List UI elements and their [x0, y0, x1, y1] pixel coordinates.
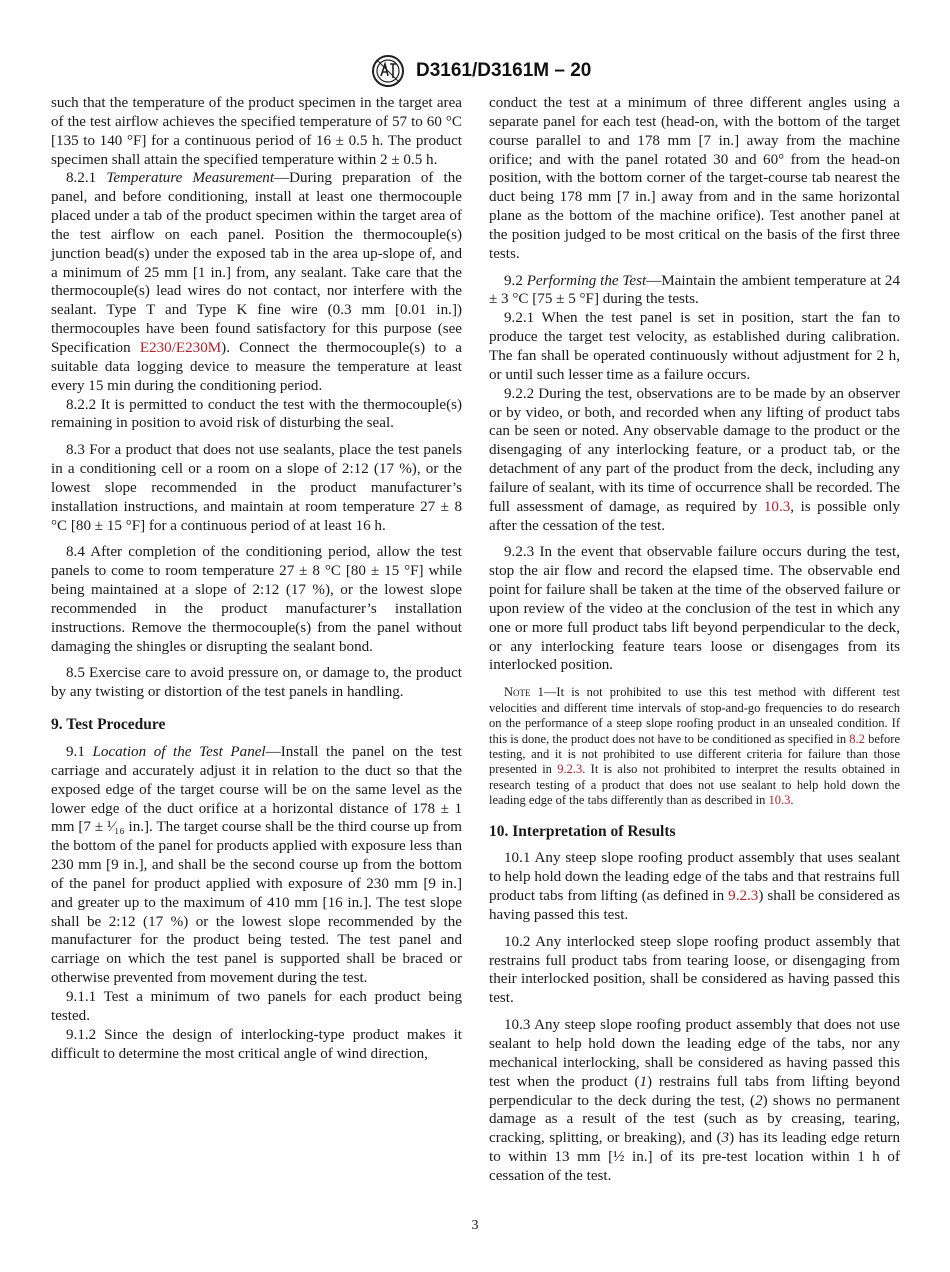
- paragraph-8-2-2: 8.2.2 It is permitted to conduct the test with the thermocouple(s) remaining in position to avoid risk of disturbing the seal.: [51, 396, 462, 432]
- paragraph-10-2: 10.2 Any interlocked steep slope roofing product assembly that restrains full product tabs from tearing loose, or disengaging from their interlocked position, shall be considered as having passed this test.: [489, 933, 900, 1007]
- paragraph-10-3: 10.3 Any steep slope roofing product assembly that does not use sealant to help hold down the leading edge of the tabs, nor any mechanical interlocking, shall be considered as having passed this test when the product (1) restrains full tabs from lifting beyond perpendicular to the deck during the test, (2) shows no permanent damage as a result of the test (such as by creasing, tearing, cracking, splitting, or breaking), and (3) has its leading edge return to within 13 mm [½ in.] of its pre-test location within 1 h of cessation of the test.: [489, 1017, 901, 1184]
- location-title: Location of the Test Panel: [92, 744, 266, 760]
- paragraph-9-2: 9.2 Performing the Test—Maintain the ambient temperature at 24 ± 3 °C [75 ± 5 °F] during the tests.: [489, 272, 900, 308]
- section-heading-9: 9. Test Procedure: [51, 716, 166, 734]
- paragraph-9-1-1: 9.1.1 Test a minimum of two panels for each product being tested.: [51, 988, 462, 1024]
- paragraph-9-1-2: 9.1.2 Since the design of interlocking-type product makes it difficult to determine the most critical angle of wind direction,: [51, 1026, 462, 1062]
- ref-10-3-link[interactable]: 10.3: [763, 498, 791, 515]
- page-header: [0, 54, 950, 88]
- performing-title: Performing the Test: [526, 272, 647, 289]
- note-1: Note 1—It is not prohibited to use this test method with different test velocities and different time intervals of stop-and-go frequencies to do research on the performance of a steep slope roofing product in an unsealed condition. If this is done, the product does not have to be conditioned as specified in 8.2 before testing, and it is not prohibited to use different criteria for failure than those presented in 9.2.3. It is also not prohibited to interpret the results obtained in research testing of a product that does not use sealant to help hold down the leading edge of the tabs differently than as described in 10.3.: [489, 685, 901, 808]
- paragraph-8-4: 8.4 After completion of the conditioning period, allow the test panels to come to room temperature 27 ± 8 °C [80 ± 15 °F] while being maintained at a slope of 2:12 (17 %), or the lowest slope recommended in the product manufacturer’s installation instructions. Remove the thermocouple(s) from the panel without damaging the shingles or disrupting the sealant bond.: [51, 544, 462, 655]
- ref-9-2-3-result-link[interactable]: 9.2.3: [728, 888, 759, 905]
- ref-e230-link[interactable]: E230/E230M: [139, 339, 222, 356]
- paragraph-9-2-2: 9.2.2 During the test, observations are to be made by an observer or by video, or both, and recorded when any lifting of product tabs can be seen or noted. Any observable damage to the product or the disengaging of any interlocking feature, or a product tab, or the detachment of any part of the product from the deck, including any failure of sealant, with its time of occurrence shall be recorded. The full assessment of damage, as required by 10.3, is possible only after the cessation of the test.: [489, 385, 900, 534]
- temperature-measurement-title: Temperature Measurement: [106, 170, 275, 187]
- astm-logo-icon: [371, 54, 411, 88]
- standard-code: D3161/D3161M – 20: [416, 60, 592, 81]
- paragraph-9-1-2-continued: conduct the test at a minimum of three different angles using a separate panel for each test (head-on, with the bottom of the target course parallel to and 178 mm [7 in.] away from the machine orifice; and with the panel rotated 30 and 60° from the head-on position, with the bottom corner of the target-course tab nearest the duct being 178 mm [7 in.] away from and in the same horizontal plane as the bottom of the machine orifice). Test another panel at the position judged to be most critical on the basis of the first three tests.: [489, 95, 900, 262]
- paragraph-9-2-3: 9.2.3 In the event that observable failure occurs during the test, stop the air flow and record the elapsed time. The observable end point for failure shall be taken at the time of the observed failure or upon review of the video at the conclusion of the test in which any one or more full product tabs lift beyond perpendicular to the deck, or any interlocking feature tears loose or disengages from its interlocked position.: [489, 544, 900, 674]
- paragraph-9-1: 9.1 Location of the Test Panel—Install the panel on the test carriage and accurately adjust it in relation to the duct so that the exposed edge of the target course will be on the same level as the lower edge of the duct orifice at a horizontal distance of 178 ± 1 mm [7 ± ¹⁄₁₆ in.]. The target course shall be the third course up from the bottom of the panel for products applied with exposure less than 230 mm [9 in.], and shall be the second course up from the bottom of the panel for product applied with exposure of 230 mm [9 in.] and greater up to the maximum of 410 mm [16 in.]. The test slope shall be 2:12 (17 %) or the lowest slope recommended by the manufacturer for the product being tested. The test panel and carriage on which the test panel is supported shall be braced or otherwise prevented from movement during the test.: [51, 744, 462, 987]
- paragraph-8-5: 8.5 Exercise care to avoid pressure on, or damage to, the product by any twisting or distortion of the test panels in handling.: [51, 665, 462, 701]
- section-heading-10: 10. Interpretation of Results: [489, 822, 676, 840]
- paragraph-9-2-1: 9.2.1 When the test panel is set in position, start the fan to produce the target test velocity, as established during calibration. The fan shall be operated continuously without adjustment for 2 h, or until such lesser time as a failure occurs.: [489, 310, 900, 383]
- ref-9-2-3-link[interactable]: 9.2.3: [557, 762, 583, 777]
- paragraph-8-2-1: 8.2.1 Temperature Measurement—During preparation of the panel, and before conditioning, install at least one thermocouple placed under a tab of the product specimen within the target area of the test airflow on each panel. Position the thermocouple(s) junction bead(s) under the exposed tab in the area up-slope of, and a minimum of 25 mm [1 in.] from, any sealant. Take care that the thermocouple(s) lead wires do not contact, nor interfere with the sealant. Type T and Type K fine wire (0.3 mm [0.01 in.]) thermocouples have been found satisfactory for this purpose (see Specification E230/E230M). Connect the thermocouple(s) to a suitable data logging device to measure the temperature at least every 15 min during the conditioning period.: [51, 170, 463, 394]
- right-column: [489, 94, 900, 1186]
- paragraph-8-3: 8.3 For a product that does not use sealants, place the test panels in a conditioning cell or a room on a slope of 2:12 (17 %), or the lowest slope recommended in the product manufacturer’s installation instructions, and maintain at room temperature 27 ± 8 °C [80 ± 15 °F] for a continuous period of at least 16 h.: [51, 442, 462, 534]
- ref-10-3-note-link[interactable]: 10.3: [768, 793, 791, 808]
- paragraph-8-2-continued: such that the temperature of the product specimen in the target area of the test airflow achieves the specified temperature of 57 to 60 °C [135 to 140 °F] for a continuous period of 16 ± 0.5 h. The product specimen shall attain the specified temperature within 2 ± 0.5 h.: [51, 95, 462, 168]
- paragraph-10-1: 10.1 Any steep slope roofing product assembly that uses sealant to help hold down the leading edge of the tabs and that restrains full product tabs from lifting (as defined in 9.2.3) shall be considered as having passed this test.: [489, 850, 900, 923]
- page-number: 3: [471, 1218, 479, 1233]
- ref-8-2-link[interactable]: 8.2: [849, 731, 865, 746]
- left-column: [51, 94, 462, 1063]
